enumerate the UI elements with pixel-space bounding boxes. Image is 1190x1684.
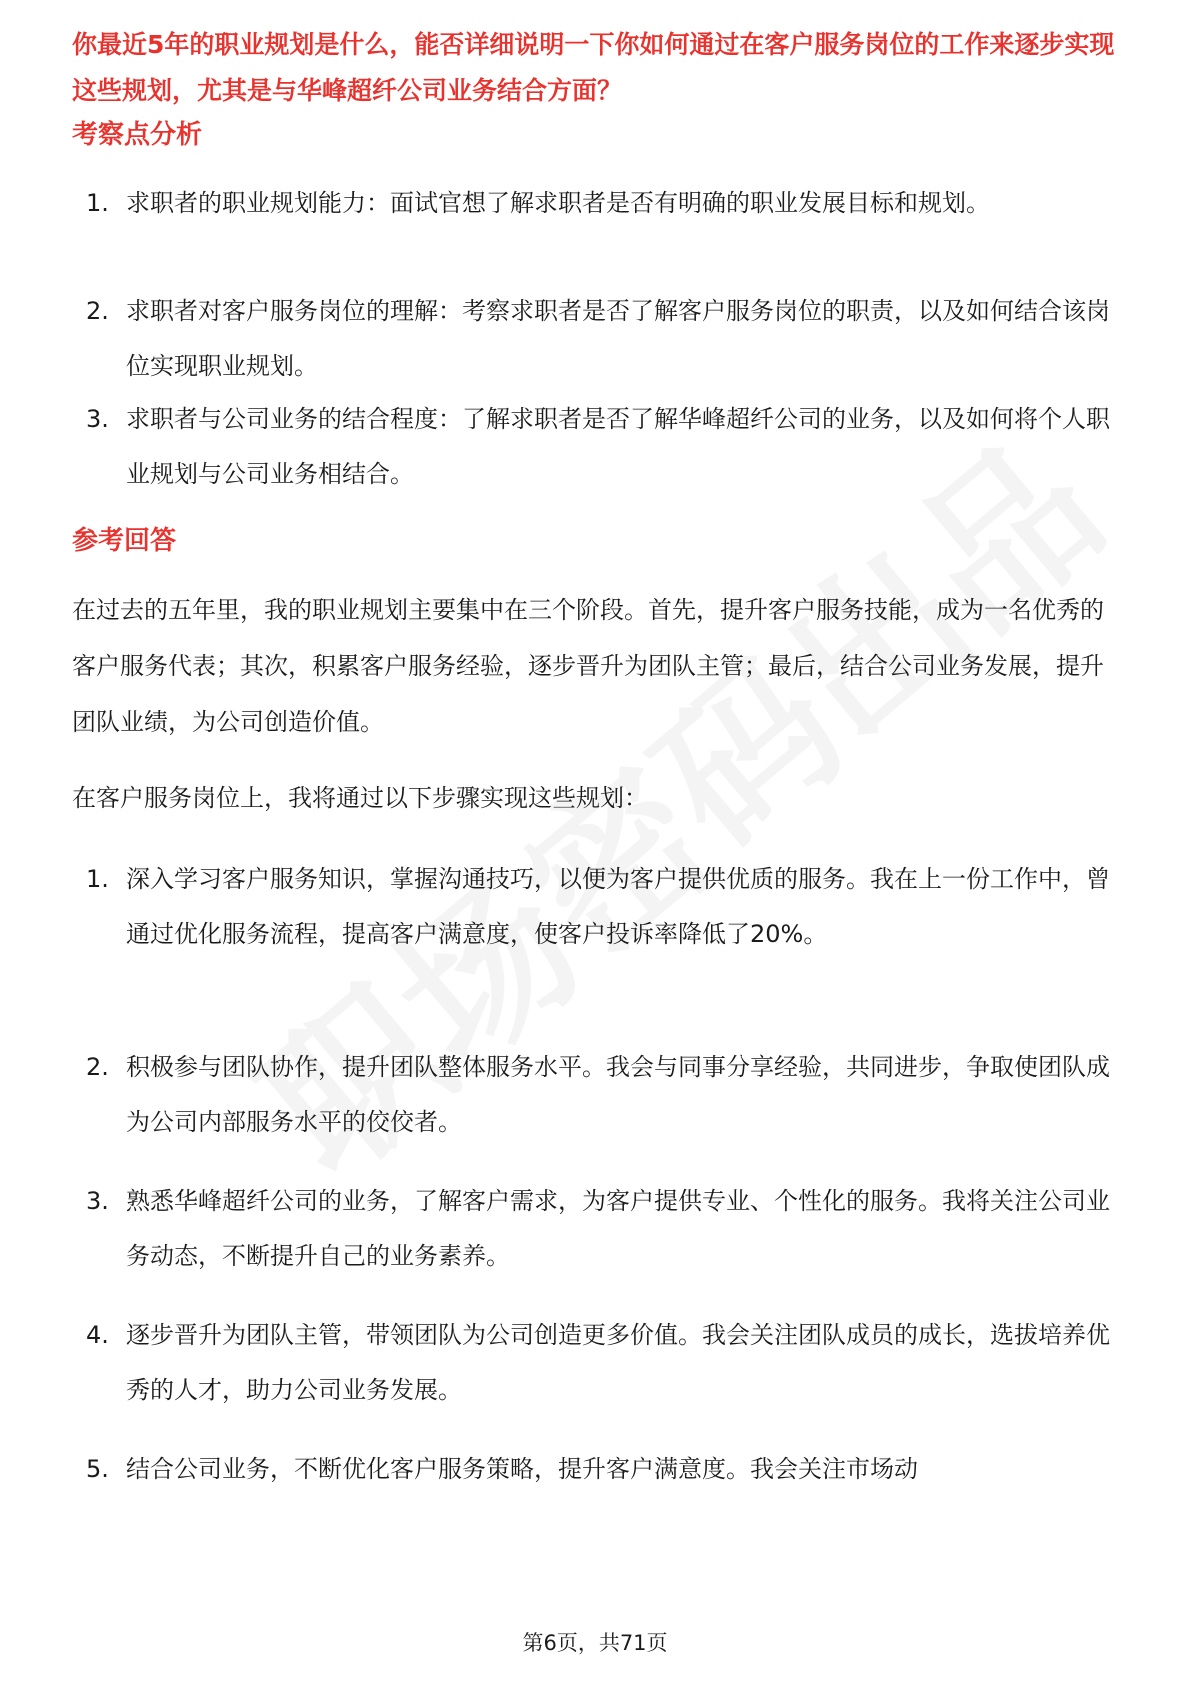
list-item-text: 逐步晋升为团队主管，带领团队为公司创造更多价值。我会关注团队成员的成长，选拔培养优秀的人才，助力公司业务发展。 [126, 1321, 1110, 1404]
answer-title: 参考回答 [72, 526, 177, 556]
question-text: 你最近5年的职业规划是什么，能否详细说明一下你如何通过在客户服务岗位的工作来逐步实现这些规划，尤其是与华峰超纤公司业务结合方面？ [72, 30, 1115, 105]
list-item-number: 2. [86, 297, 109, 325]
list-item-number: 5. [86, 1455, 109, 1483]
list-item-number: 2. [86, 1053, 109, 1081]
analysis-title: 考察点分析 [72, 120, 203, 150]
page-footer: 第6页，共71页 [522, 1631, 668, 1655]
list-item-number: 1. [86, 189, 109, 217]
list-item-text: 求职者的职业规划能力：面试官想了解求职者是否有明确的职业发展目标和规划。 [126, 189, 990, 217]
list-item-text: 结合公司业务，不断优化客户服务策略，提升客户满意度。我会关注市场动 [126, 1455, 918, 1483]
list-item-number: 1. [86, 865, 109, 893]
list-item-text: 熟悉华峰超纤公司的业务，了解客户需求，为客户提供专业、个性化的服务。我将关注公司业务动态，不断提升自己的业务素养。 [126, 1187, 1110, 1270]
list-item-number: 3. [86, 405, 109, 433]
list-item-number: 4. [86, 1321, 109, 1349]
list-item-text: 积极参与团队协作，提升团队整体服务水平。我会与同事分享经验，共同进步，争取使团队成为公司内部服务水平的佼佼者。 [126, 1053, 1110, 1136]
list-item-text: 深入学习客户服务知识，掌握沟通技巧，以便为客户提供优质的服务。我在上一份工作中，曾通过优化服务流程，提高客户满意度，使客户投诉率降低了20%。 [126, 865, 1110, 948]
list-item-text: 求职者对客户服务岗位的理解：考察求职者是否了解客户服务岗位的职责，以及如何结合该岗位实现职业规划。 [126, 297, 1110, 380]
list-item-number: 3. [86, 1187, 109, 1215]
list-item-text: 求职者与公司业务的结合程度：了解求职者是否了解华峰超纤公司的业务，以及如何将个人职业规划与公司业务相结合。 [126, 405, 1110, 488]
answer-paragraph: 在客户服务岗位上，我将通过以下步骤实现这些规划： [72, 784, 648, 812]
answer-paragraph: 在过去的五年里，我的职业规划主要集中在三个阶段。首先，提升客户服务技能，成为一名优秀的客户服务代表；其次，积累客户服务经验，逐步晋升为团队主管；最后，结合公司业务发展，提升团队业绩，为公司创造价值。 [72, 596, 1104, 736]
